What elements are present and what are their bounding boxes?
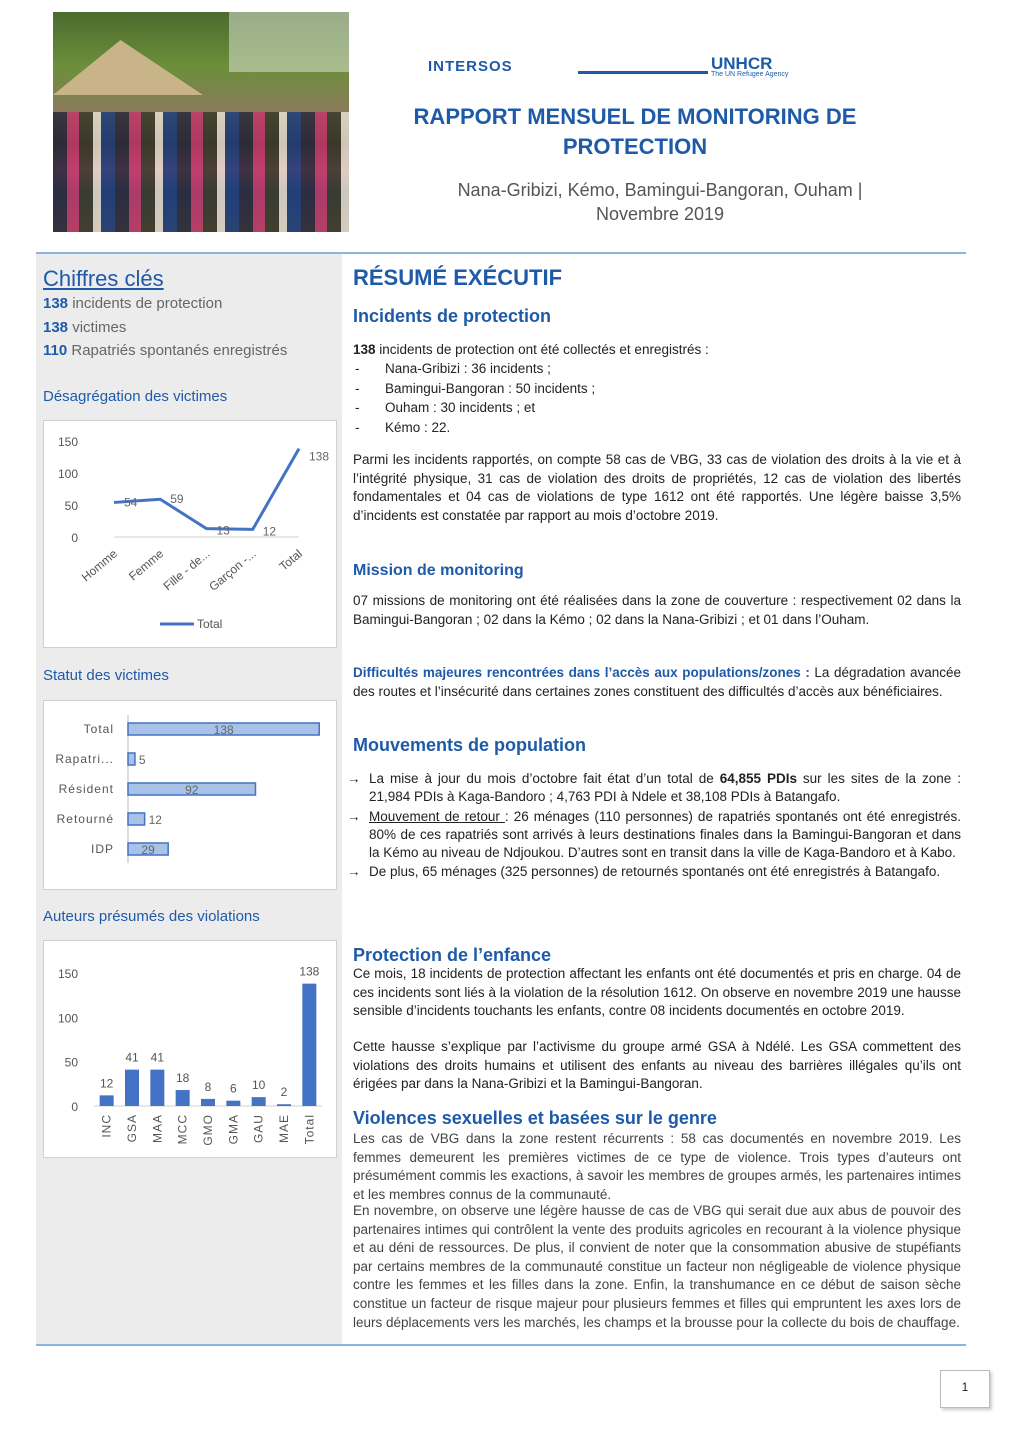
- data-label: 13: [216, 523, 230, 538]
- data-label: 10: [251, 1078, 266, 1093]
- data-label: 6: [229, 1081, 237, 1096]
- list-item: [347, 863, 961, 881]
- partner-logos: [428, 56, 856, 82]
- incidents-intro-text: incidents de protection ont été collectés et enregistrés :: [375, 342, 709, 357]
- mission-paragraph: 07 missions de monitoring ont été réalisées dans la zone de couverture : respectivement 02 dans la Bamingui-Bangoran ; 02 dans la Kémo ; 02 dans la Nana-Gribizi ; et 01 dans l’Ouham.: [353, 593, 961, 627]
- mission-heading: Mission de monitoring: [353, 562, 524, 579]
- bar: [201, 1099, 215, 1106]
- list-item: [347, 808, 961, 863]
- bar: [128, 813, 145, 825]
- movements-list: [347, 770, 961, 883]
- unhcr-logo: UNHCR: [711, 54, 773, 73]
- key-figure-label: Rapatriés spontanés enregistrés: [71, 342, 288, 359]
- incidents-paragraph: Parmi les incidents rapportés, on compte 58 cas de VBG, 33 cas de violation des droits à la vie et à l’intégrité physique, 31 cas de violation des droits de propriétés, 12 cas de violation des libertés fondamentales et 04 cas de violations de type 1612 ont été rapportés. Une légère baisse 3,5% d’incidents est constatée par rapport au mois d’octobre 2019.: [353, 452, 961, 523]
- list-item-text: La mise à jour du mois d’octobre fait état d’un total de: [369, 771, 720, 786]
- movements-heading: Mouvements de population: [353, 735, 587, 755]
- list-item: - Ouham : 30 incidents ; et: [355, 400, 536, 416]
- y-tick-label: IDP: [90, 842, 114, 856]
- key-figure-label: victimes: [72, 319, 127, 336]
- victim-status-chart: [43, 700, 337, 890]
- y-tick-label: 150: [57, 435, 78, 449]
- report-title: [380, 102, 890, 162]
- incidents-list: [353, 359, 961, 437]
- incidents-total: 138: [353, 342, 376, 357]
- bar: [100, 1095, 114, 1106]
- unhcr-logo-subtitle: The UN Refugee Agency: [711, 71, 789, 78]
- x-tick-label: MAA: [150, 1114, 165, 1144]
- perpetrators-chart: [43, 940, 337, 1158]
- list-item-text: Kémo : 22.: [385, 419, 451, 435]
- data-label: 2: [280, 1085, 288, 1100]
- data-label: 138: [309, 449, 330, 464]
- x-tick-label: INC: [99, 1114, 114, 1138]
- executive-summary-title: RÉSUMÉ EXÉCUTIF: [353, 265, 563, 290]
- x-tick-label: Total: [276, 546, 305, 574]
- series-line: [114, 449, 299, 530]
- list-item-text: De plus, 65 ménages (325 personnes) de retournés spontanés ont été enregistrés à Batangafo.: [369, 864, 941, 880]
- report-title-line2: PROTECTION: [562, 134, 708, 159]
- chart2-title: Statut des victimes: [43, 667, 169, 684]
- x-tick-label: Garçon -...: [206, 546, 259, 594]
- difficulties-paragraph: [353, 664, 961, 701]
- incidents-intro: [353, 341, 961, 360]
- report-title-line1: RAPPORT MENSUEL DE MONITORING DE: [413, 104, 857, 129]
- data-label: 12: [262, 524, 277, 539]
- legend-label: Total: [197, 617, 223, 631]
- child-protection-heading: Protection de l’enfance: [353, 945, 552, 965]
- difficulties-lead: Difficultés majeures rencontrées dans l’accès aux populations/zones :: [353, 665, 810, 680]
- y-tick-label: Retourné: [56, 812, 114, 826]
- key-figure-value: 138: [43, 295, 69, 312]
- footer-divider: [36, 1344, 966, 1346]
- bar: [125, 1070, 139, 1106]
- y-tick-label: 100: [57, 1011, 78, 1026]
- list-item-text: Nana-Gribizi : 36 incidents ;: [385, 361, 551, 376]
- data-label: 12: [99, 1076, 114, 1091]
- bar: [302, 984, 316, 1106]
- bar-chart-svg: [44, 941, 338, 1159]
- data-label: 41: [150, 1050, 165, 1065]
- arrow-icon: →: [347, 771, 361, 786]
- data-label: 92: [185, 783, 199, 797]
- x-tick-label: Fille - de...: [160, 546, 213, 594]
- y-tick-label: Résident: [58, 782, 114, 796]
- y-tick-label: 100: [57, 467, 78, 481]
- data-label: 138: [213, 723, 234, 737]
- report-subtitle-line1: Nana-Gribizi, Kémo, Bamingui-Bangoran, Ouham |: [457, 180, 863, 200]
- x-tick-label: MAE: [277, 1114, 291, 1144]
- data-label: 41: [125, 1050, 139, 1065]
- data-label: 29: [141, 843, 155, 857]
- list-item: [347, 770, 961, 807]
- line-chart-svg: [44, 421, 338, 649]
- key-figures-title: Chiffres clés: [43, 266, 164, 291]
- data-label: 59: [170, 492, 184, 507]
- list-item-text: Ouham : 30 incidents ; et: [385, 400, 536, 416]
- report-subtitle: [420, 178, 900, 226]
- hbar-chart-svg: [44, 701, 338, 891]
- key-figure-label: incidents de protection: [72, 295, 223, 312]
- list-item: - Kémo : 22.: [355, 419, 451, 435]
- arrow-icon: →: [347, 808, 361, 824]
- child-protection-para1: Ce mois, 18 incidents de protection affectant les enfants ont été documentés et pris en charge. 04 de ces incidents sont liés à la violation de la résolution 1612. On observe en novembre 2019 une hausse sensible d’incidents touchants les enfants, contre 08 incidents documentés en octobre 2019.: [353, 966, 961, 1019]
- key-figure-value: 110: [43, 342, 68, 359]
- list-item-text: : 26 ménages (110 personnes) de rapatriés spontanés ont été enregistrés. 80% de ces rapatriés sont arrivés à leurs destinations finales dans la Bamingui-Bangoran et dans la Kémo au niveau de Ndjoukou. D’autres sont en transit dans la ville de Kaga-Bandoro et à Kabo.: [369, 808, 961, 861]
- x-tick-label: Homme: [78, 546, 120, 585]
- data-label: 12: [148, 813, 162, 827]
- x-tick-label: Femme: [126, 546, 167, 584]
- difficulties-text: La dégradation avancée des routes et l’insécurité dans certaines zones constituent des difficultés d’accès aux bénéficiaires.: [353, 665, 961, 699]
- victims-breakdown-chart: [43, 420, 337, 648]
- x-tick-label: GAU: [251, 1114, 266, 1144]
- y-tick-label: 150: [57, 967, 78, 981]
- y-tick-label: Total: [83, 722, 114, 736]
- key-figure-value: 138: [43, 319, 69, 336]
- x-tick-label: Total: [302, 1114, 317, 1145]
- list-item-text: Bamingui-Bangoran : 50 incidents ;: [385, 380, 596, 396]
- key-figure-incidents: [43, 295, 222, 312]
- photo-shelter: [53, 40, 203, 95]
- key-figure-returnees: [43, 342, 287, 359]
- chart3-title: Auteurs présumés des violations: [43, 908, 260, 925]
- x-tick-label: GMA: [226, 1114, 241, 1145]
- photo-sky: [229, 12, 349, 72]
- y-tick-label: Rapatri...: [55, 752, 114, 766]
- data-label: 54: [124, 495, 138, 510]
- bar: [277, 1104, 291, 1106]
- bar: [128, 753, 135, 765]
- y-tick-label: 50: [64, 499, 78, 513]
- y-tick-label: 50: [64, 1055, 78, 1070]
- chart1-title: Désagrégation des victimes: [43, 388, 228, 405]
- return-movement-label: Mouvement de retour: [369, 808, 505, 824]
- key-figure-victims: [43, 319, 126, 336]
- data-label: 8: [204, 1079, 212, 1094]
- y-tick-label: 0: [71, 1100, 78, 1114]
- y-tick-label: 0: [71, 531, 78, 545]
- child-protection-para2: Cette hausse s’explique par l’activisme du groupe armé GSA à Ndélé. Les GSA commettent des violations des droits humains et utilisent des enfants au niveau des barrières illégales qu’ils ont érigées par dans la Nana-Gribizi et la Bamingui-Bangoran.: [353, 1039, 961, 1092]
- page-number: 1: [940, 1370, 990, 1408]
- x-tick-label: GSA: [125, 1114, 139, 1143]
- arrow-icon: →: [347, 864, 361, 880]
- list-item-text: sur les sites de la zone : 21,984 PDIs à Kaga-Bandoro ; 4,763 PDI à Ndele et 38,108 PDIs à Batangafo.: [369, 771, 962, 805]
- bar: [252, 1097, 266, 1106]
- bar: [176, 1090, 190, 1106]
- x-tick-label: GMO: [201, 1114, 215, 1146]
- report-subtitle-line2: Novembre 2019: [595, 204, 725, 224]
- gbv-heading: Violences sexuelles et basées sur le genre: [353, 1108, 717, 1128]
- bar: [226, 1101, 240, 1106]
- gbv-para1: Les cas de VBG dans la zone restent récurrents : 58 cas documentés en novembre 2019. Les femmes demeurent les premières victimes de ce type de violence. Trois types d’auteurs ont présumément commis les exactions, à savoir les membres de groupes armés, les partenaires intimes et les membres connus de la communauté.: [353, 1131, 961, 1202]
- cover-photo: [53, 12, 349, 232]
- data-label: 18: [175, 1071, 190, 1086]
- bar: [150, 1070, 164, 1106]
- logo-divider: [578, 71, 708, 74]
- data-label: 138: [299, 964, 320, 979]
- incidents-heading: Incidents de protection: [353, 306, 552, 326]
- data-label: 5: [138, 753, 146, 767]
- gbv-para2: En novembre, on observe une légère hausse de cas de VBG qui serait due aux abus de pouvoir des partenaires intimes qui contrôlent la vente des produits agricoles en recourant à la violence physique et au déni de ressources. De plus, il convient de noter que la consommation abusive de stupéfiants par certains membres de la communauté constitue un facteur non négligeable de violence physique contre les femmes et les filles dans la zone. Enfin, la transhumance en ce début de saison sèche constitue un facteur de risque majeur pour plusieurs femmes et filles qui empruntent les axes lors de leurs déplacements vers les marchés, les champs et la brousse pour la collecte du bois de chauffage.: [353, 1203, 961, 1330]
- photo-crowd: [53, 112, 349, 232]
- x-tick-label: MCC: [175, 1114, 190, 1145]
- list-item: - Bamingui-Bangoran : 50 incidents ;: [355, 380, 596, 396]
- idp-total: 64,855 PDIs: [719, 771, 797, 786]
- list-item: - Nana-Gribizi : 36 incidents ;: [355, 361, 551, 376]
- intersos-logo: INTERSOS: [428, 58, 513, 75]
